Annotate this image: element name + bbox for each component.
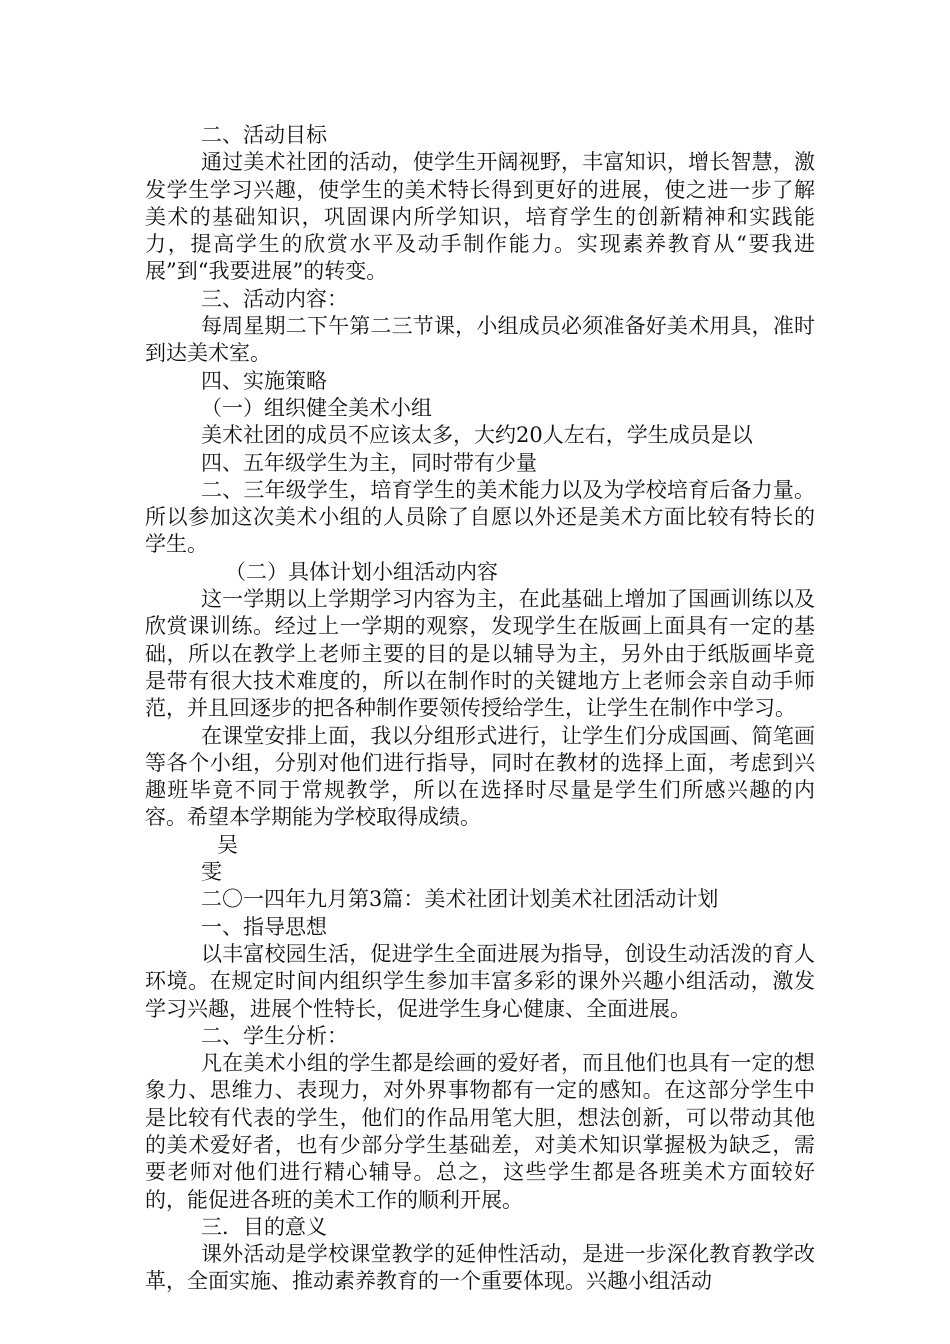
paragraph-grade-two-three: 二、三年级学生，培育学生的美术能力以及为学校培育后备力量。所以参加这次美术小组的人员除了自愿以外还是美术方面比较有特长的学生。	[145, 477, 815, 557]
paragraph-student-analysis: 凡在美术小组的学生都是绘画的爱好者，而且他们也具有一定的想象力、思维力、表现力，对外界事物都有一定的感知。在这部分学生中是比较有代表的学生，他们的作品用笔大胆，想法创新，可以带动其他的美术爱好者，也有少部分学生基础差，对美术知识掌握极为缺乏，需要老师对他们进行精心辅导。总之，这些学生都是各班美术方面较好的，能促进各班的美术工作的顺利开展。	[145, 1051, 815, 1212]
document-body	[145, 122, 815, 1296]
subheading-organize-group: （一）组织健全美术小组	[201, 395, 432, 420]
paragraph-purpose: 课外活动是学校课堂教学的延伸性活动，是进一步深化教育教学改革，全面实施、推动素养教育的一个重要体现。兴趣小组活动	[145, 1242, 815, 1294]
signature-surname: 吴	[217, 832, 238, 857]
date-and-section-title: 二〇一四年九月第3篇：美术社团计划美术社团活动计划	[201, 887, 719, 912]
signature-given-name: 雯	[201, 860, 222, 885]
paragraph-group-size: 美术社团的成员不应该太多，大约20人左右，学生成员是以	[201, 423, 753, 448]
paragraph-guiding-ideology: 以丰富校园生活，促进学生全面进展为指导，创设生动活泼的育人环境。在规定时间内组织学生参加丰富多彩的课外兴趣小组活动，激发学习兴趣，进展个性特长，促进学生身心健康、全面进展。	[145, 941, 815, 1021]
heading-activity-goals: 二、活动目标	[201, 123, 327, 147]
paragraph-class-arrangement: 在课堂安排上面，我以分组形式进行，让学生们分成国画、简笔画等各个小组，分别对他们进行指导，同时在教材的选择上面，考虑到兴趣班毕竟不同于常规教学，所以在选择时尽量是学生们所感兴趣的内容。希望本学期能为学校取得成绩。	[145, 723, 815, 830]
subheading-specific-plan: （二）具体计划小组活动内容	[225, 559, 498, 584]
heading-purpose: 三．目的意义	[201, 1214, 327, 1239]
paragraph-grade-four-five: 四、五年级学生为主，同时带有少量	[201, 450, 537, 475]
paragraph-activity-goals: 通过美术社团的活动，使学生开阔视野，丰富知识，增长智慧，激发学生学习兴趣，使学生的美术特长得到更好的进展，使之进一步了解美术的基础知识，巩固课内所学知识，培育学生的创新精神和实践能力，提高学生的欣赏水平及动手制作能力。实现素养教育从“要我进展”到“我要进展”的转变。	[145, 150, 815, 284]
paragraph-semester-plan: 这一学期以上学期学习内容为主，在此基础上增加了国画训练以及欣赏课训练。经过上一学期的观察，发现学生在版画上面具有一定的基础，所以在教学上老师主要的目的是以辅导为主，另外由于纸版画毕竟是带有很大技术难度的，所以在制作时的关键地方上老师会亲自动手师范，并且回逐步的把各种制作要领传授给学生，让学生在制作中学习。	[145, 587, 815, 721]
heading-implementation: 四、实施策略	[201, 368, 327, 393]
heading-activity-content: 三、活动内容：	[201, 286, 348, 311]
heading-student-analysis: 二、学生分析：	[201, 1023, 348, 1048]
paragraph-activity-content: 每周星期二下午第二三节课，小组成员必须准备好美术用具，准时到达美术室。	[145, 314, 815, 366]
heading-guiding-ideology: 一、指导思想	[201, 914, 327, 939]
